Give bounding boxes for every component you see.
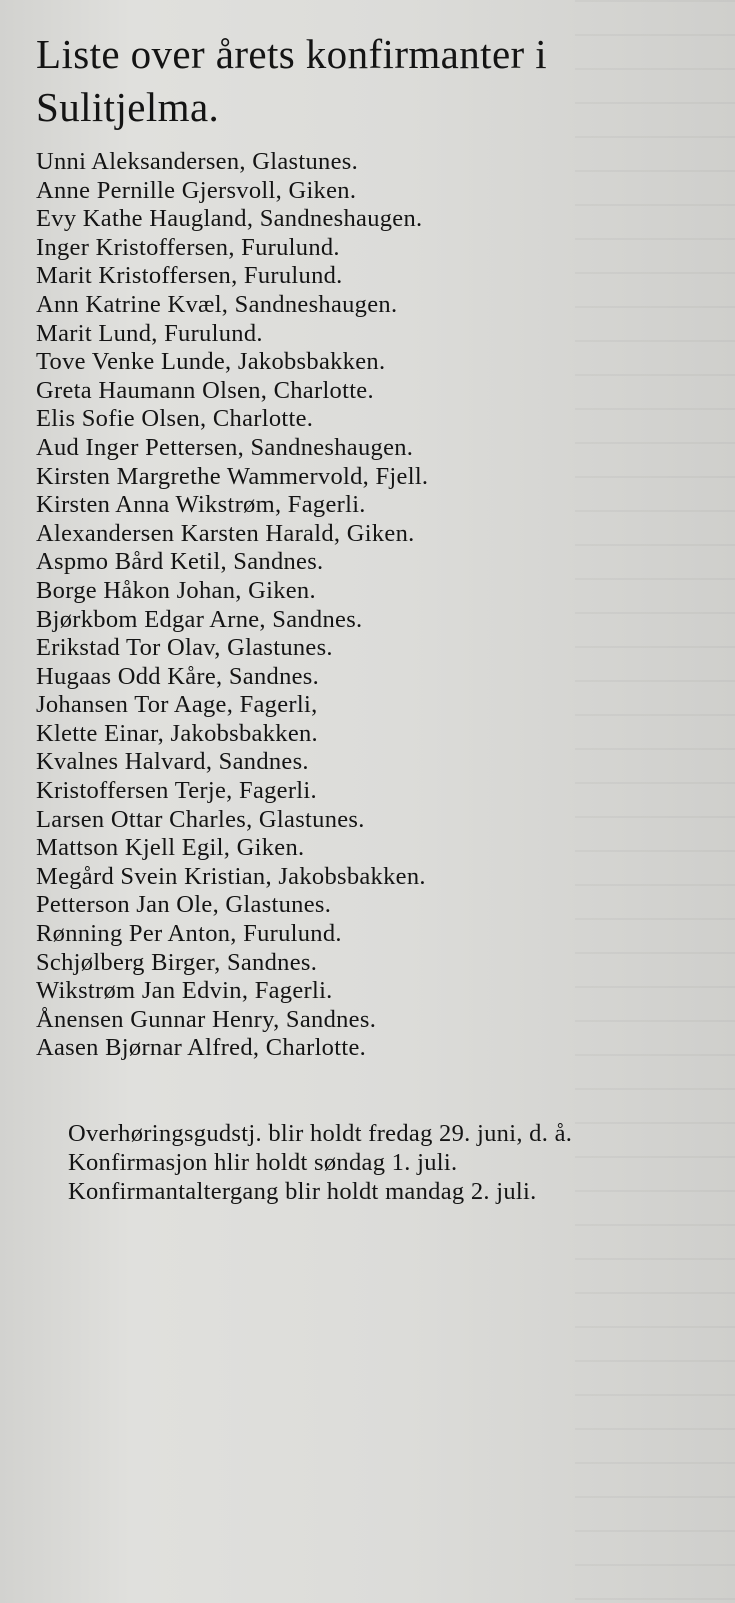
confirmand-entry: Greta Haumann Olsen, Charlotte. <box>36 376 374 404</box>
article-title: Liste over årets konfirmanter i Sulitjelma. <box>36 31 548 130</box>
confirmand-entry: Ånensen Gunnar Henry, Sandnes. <box>36 1005 377 1033</box>
confirmand-entry: Hugaas Odd Kåre, Sandnes. <box>36 662 320 690</box>
confirmand-entry: Kirsten Anna Wikstrøm, Fagerli. <box>36 491 366 519</box>
confirmand-entry: Aasen Bjørnar Alfred, Charlotte. <box>36 1034 367 1062</box>
confirmand-entry: Klette Einar, Jakobsbakken. <box>36 719 318 747</box>
confirmand-entry: Megård Svein Kristian, Jakobsbakken. <box>36 862 426 890</box>
confirmand-list <box>36 148 686 1063</box>
confirmand-entry: Elis Sofie Olsen, Charlotte. <box>36 405 314 433</box>
confirmand-entry: Borge Håkon Johan, Giken. <box>36 576 316 604</box>
schedule-notes <box>36 1119 686 1206</box>
confirmand-entry: Ann Katrine Kvæl, Sandneshaugen. <box>36 290 398 318</box>
confirmand-entry: Inger Kristoffersen, Furulund. <box>36 233 340 261</box>
article <box>36 28 686 1206</box>
confirmand-entry: Aspmo Bård Ketil, Sandnes. <box>36 548 324 576</box>
confirmand-entry: Kristoffersen Terje, Fagerli. <box>36 777 317 805</box>
confirmand-entry: Larsen Ottar Charles, Glastunes. <box>36 805 365 833</box>
confirmand-entry: Alexandersen Karsten Harald, Giken. <box>36 519 415 547</box>
examination-service-note: Overhøringsgudstj. blir holdt fredag 29. juni, d. å. <box>68 1120 573 1147</box>
confirmand-entry: Tove Venke Lunde, Jakobsbakken. <box>36 348 386 376</box>
confirmand-entry: Anne Pernille Gjersvoll, Giken. <box>36 176 357 204</box>
confirmand-entry: Erikstad Tor Olav, Glastunes. <box>36 634 333 662</box>
confirmand-entry: Johansen Tor Aage, Fagerli, <box>36 691 318 719</box>
confirmand-entry: Unni Aleksandersen, Glastunes. <box>36 148 358 175</box>
confirmand-entry: Kvalnes Halvard, Sandnes. <box>36 748 309 776</box>
confirmand-entry: Wikstrøm Jan Edvin, Fagerli. <box>36 977 333 1005</box>
confirmand-entry: Bjørkbom Edgar Arne, Sandnes. <box>36 605 363 633</box>
confirmand-entry: Schjølberg Birger, Sandnes. <box>36 948 318 976</box>
confirmand-entry: Rønning Per Anton, Furulund. <box>36 920 342 948</box>
confirmation-note: Konfirmasjon hlir holdt søndag 1. juli. <box>68 1149 458 1176</box>
confirmand-entry: Marit Lund, Furulund. <box>36 319 263 347</box>
confirmand-entry: Marit Kristoffersen, Furulund. <box>36 262 343 290</box>
confirmand-entry: Petterson Jan Ole, Glastunes. <box>36 891 332 919</box>
confirmand-entry: Mattson Kjell Egil, Giken. <box>36 834 305 862</box>
communion-note: Konfirmantaltergang blir holdt mandag 2. juli. <box>68 1178 537 1205</box>
confirmand-entry: Aud Inger Pettersen, Sandneshaugen. <box>36 433 414 461</box>
confirmand-entry: Kirsten Margrethe Wammervold, Fjell. <box>36 462 429 490</box>
confirmand-entry: Evy Kathe Haugland, Sandneshaugen. <box>36 205 423 233</box>
